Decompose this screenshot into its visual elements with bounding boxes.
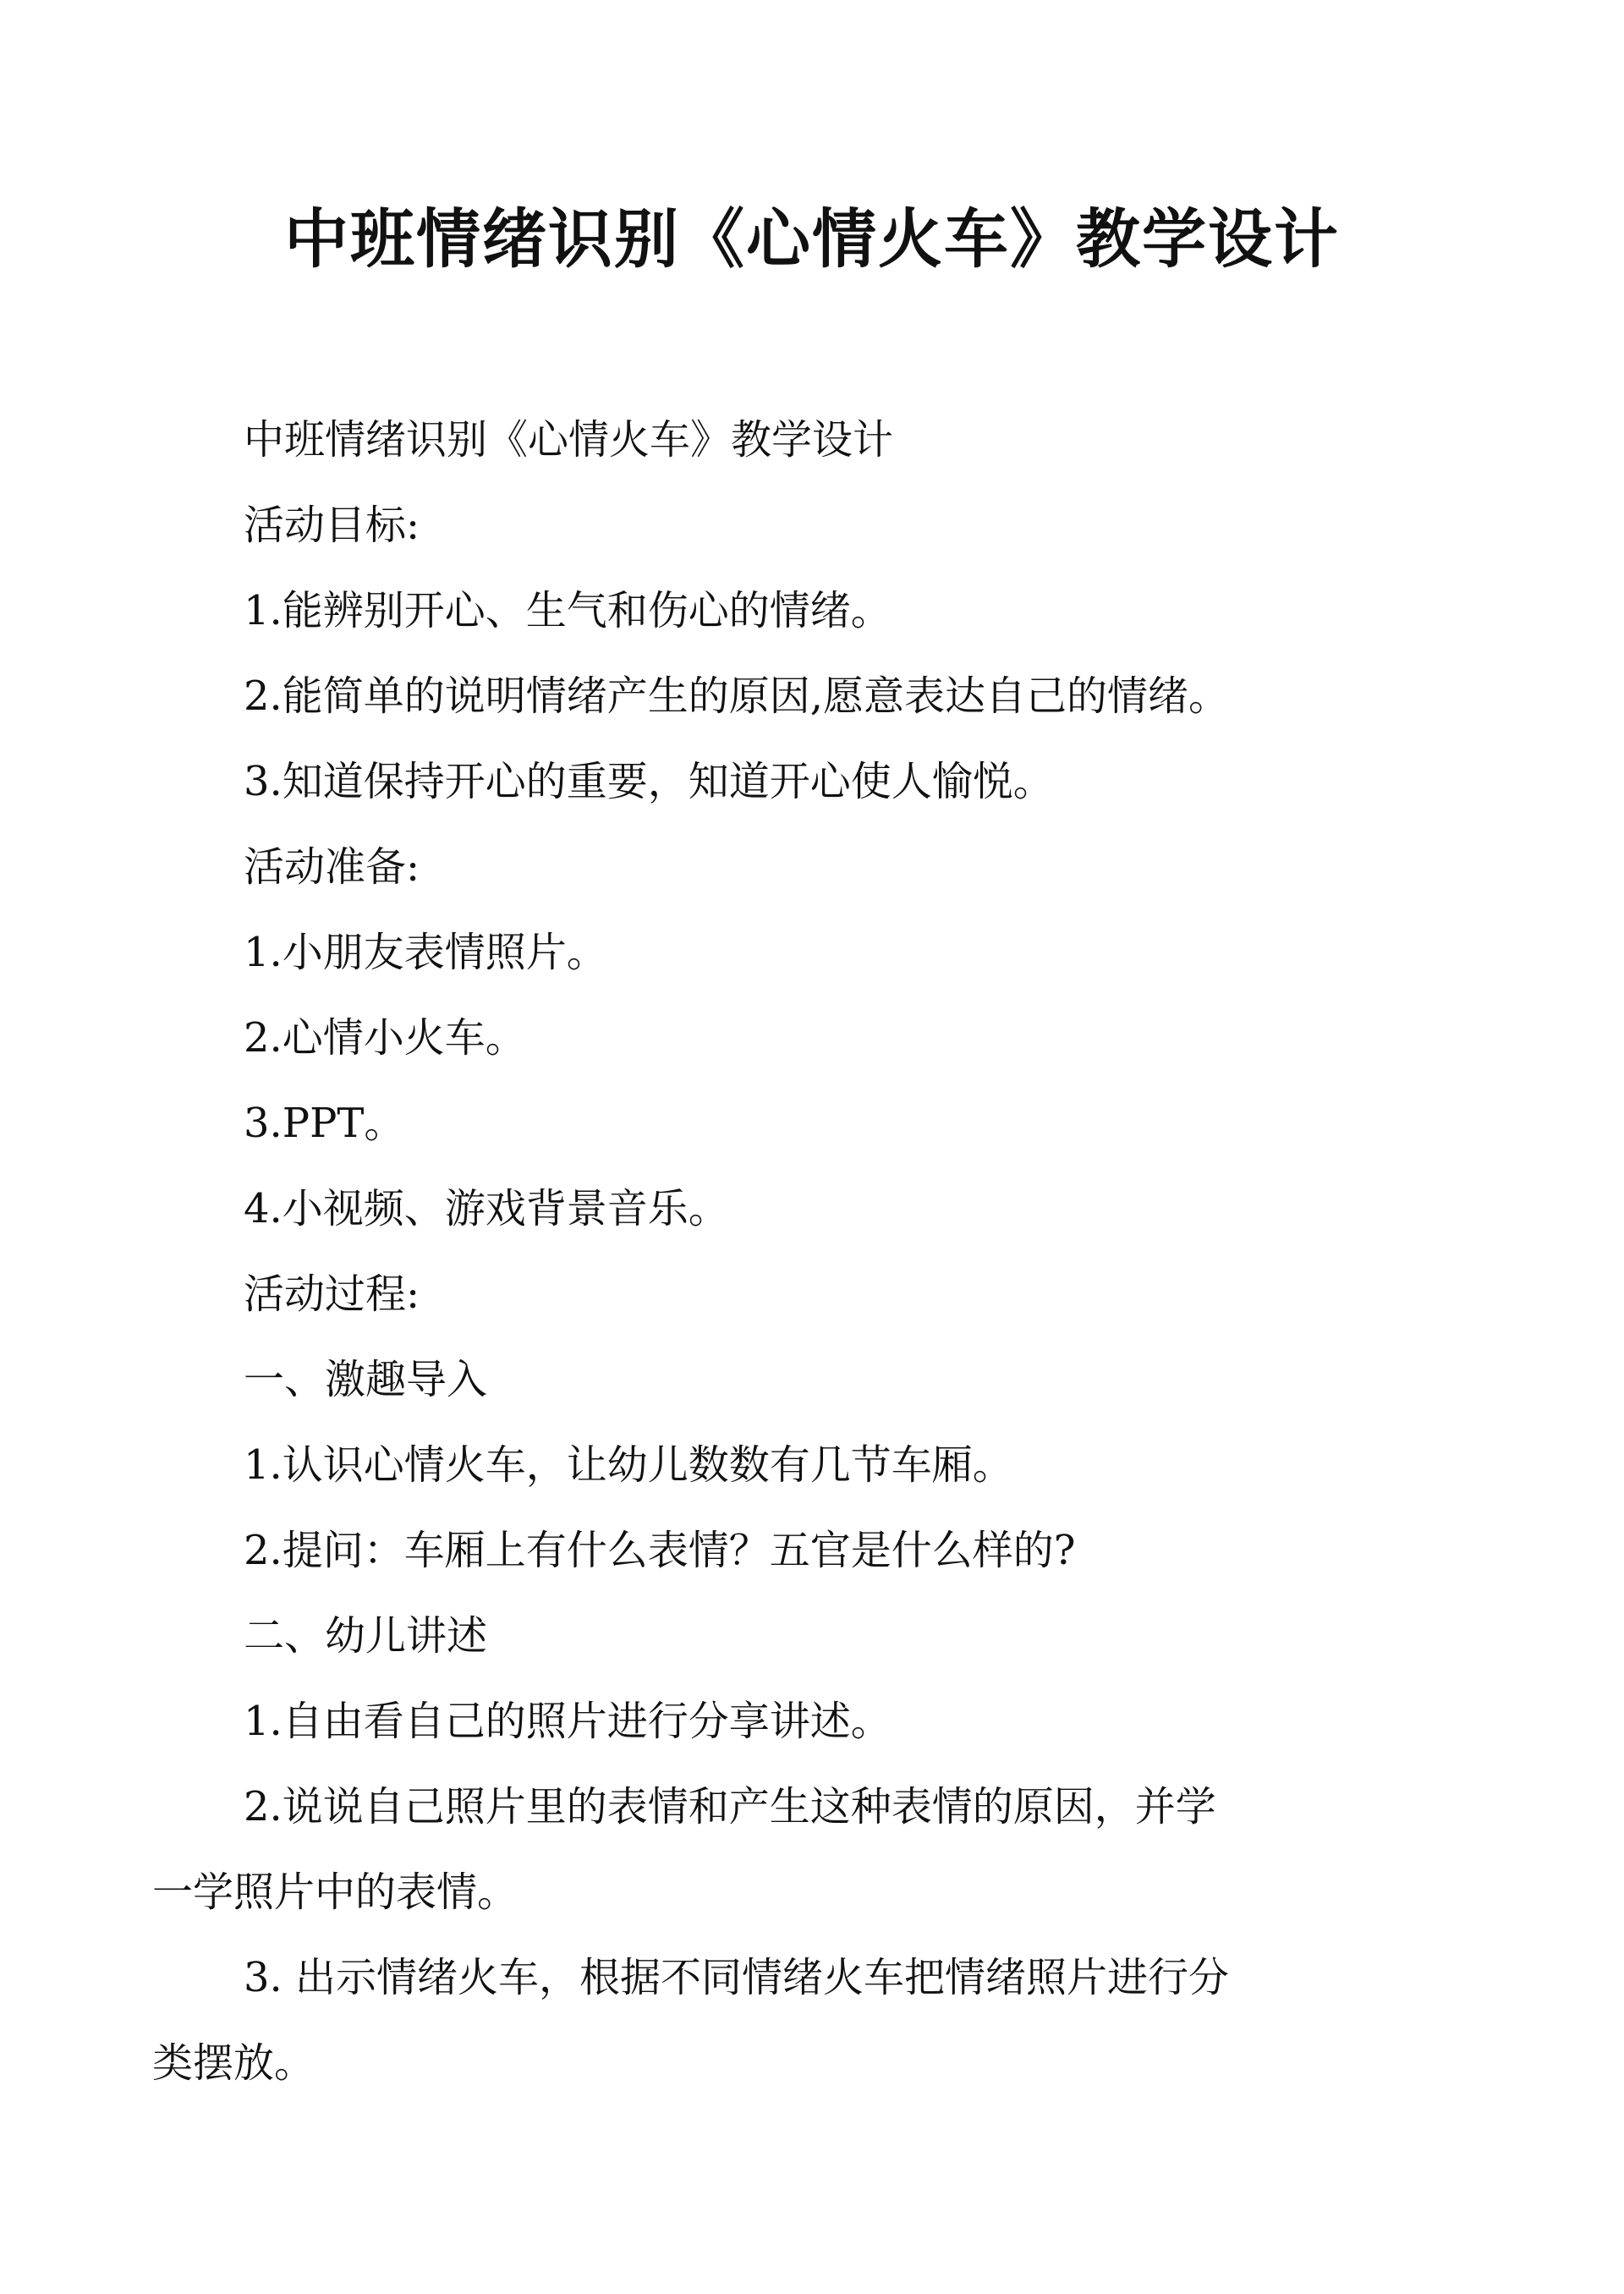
paragraph-prep-1: 1.小朋友表情照片。 [244,929,607,976]
paragraph-goal-2: 2.能简单的说明情绪产生的原因,愿意表达自己的情绪。 [244,672,1230,720]
paragraph-step-2-1: 1.自由看自己的照片进行分享讲述。 [244,1698,892,1745]
paragraph-line: 2.说说自己照片里的表情和产生这种表情的原因，并学 [244,1783,1216,1830]
paragraph-prep-4: 4.小视频、游戏背景音乐。 [244,1185,729,1232]
paragraph-goal-1: 1.能辨别开心、生气和伤心的情绪。 [244,587,892,634]
paragraph-section-2: 二、幼儿讲述 [244,1612,488,1660]
paragraph-step-1-2: 2.提问：车厢上有什么表情？五官是什么样的? [244,1527,1076,1574]
document-body [152,398,1391,2106]
paragraph-step-1-1: 1.认识心情火车，让幼儿数数有几节车厢。 [244,1441,1013,1489]
paragraph-section-1: 一、激趣导入 [244,1356,488,1403]
page-title: 中班情绪识别《心情火车》教学设计 [284,201,1340,277]
paragraph-prep-heading: 活动准备: [244,843,420,891]
paragraph-step-2-3 [152,1935,1299,2106]
paragraph-subtitle: 中班情绪识别《心情火车》教学设计 [244,416,894,464]
paragraph-prep-3: 3.PPT。 [244,1100,405,1147]
paragraph-goals-heading: 活动目标: [244,502,420,549]
paragraph-line: 一学照片中的表情。 [152,1869,518,1916]
paragraph-goal-3: 3.知道保持开心的重要，知道开心使人愉悦。 [244,758,1054,805]
paragraph-step-2-2 [152,1764,1299,1935]
paragraph-prep-2: 2.心情小火车。 [244,1014,526,1062]
paragraph-line: 类摆放。 [152,2039,315,2087]
paragraph-line: 3. 出示情绪火车，根据不同情绪火车把情绪照片进行分 [244,1954,1230,2001]
paragraph-process-heading: 活动过程: [244,1270,420,1318]
